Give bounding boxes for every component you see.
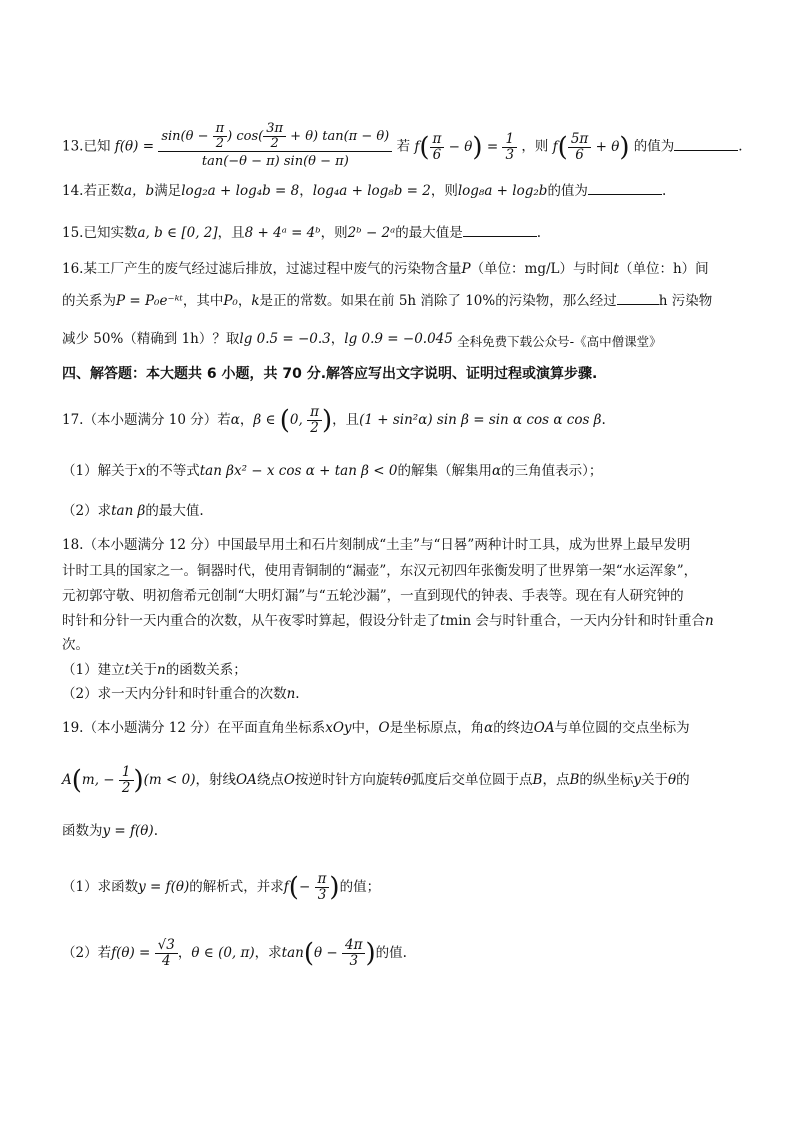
q13-prefix: 13.已知: [62, 138, 111, 155]
q19-OA2: OA: [235, 772, 257, 788]
q15-mid2: ，则: [320, 225, 348, 241]
q19-xoy: xOy: [325, 720, 352, 736]
q14-eq1: log₂a + log₄b = 8: [181, 183, 300, 199]
q17-beta-range: β ∈ (0, $\frac{\pi}{2}$ ): [253, 404, 333, 436]
q14-prefix: 14.若正数: [62, 183, 124, 199]
q16-lg1: lg 0.5 = −0.3: [239, 331, 331, 347]
q19-line1e: 与单位圆的交点坐标为: [554, 720, 690, 736]
q16-formula: P = P₀e⁻ᵏᵗ: [116, 293, 183, 309]
q19-line2c: 按逆时针方向旋转: [294, 772, 403, 788]
q18-p2n: n: [286, 686, 296, 702]
question-19-part-2: [62, 938, 407, 969]
q16-P: P: [461, 261, 471, 277]
q17-p1c: 的解集（解集用: [397, 463, 492, 479]
q18-line4b: min 会与时针重合，一天内分针和时针重合: [445, 613, 706, 629]
q16-line2b: ，其中: [182, 293, 224, 309]
q17-p2a: （2）求: [62, 503, 112, 519]
question-15: [62, 222, 541, 243]
q14-ask: log₈a + log₂b: [457, 183, 548, 199]
question-16-line-1: [62, 259, 709, 279]
q13-ask-expr: f( $\frac{5\pi}{6}$ + θ): [552, 130, 630, 163]
q18-line5: 次。: [62, 637, 89, 653]
q17-eq: (1 + sin²α) sin β = sin α cos α cos β: [359, 412, 602, 428]
q13-f-theta: f(θ) =: [114, 138, 155, 155]
q17-p1b: 的不等式: [145, 463, 200, 479]
q19-p2a: （2）若: [62, 945, 112, 961]
q19-p1func: y = f(θ): [138, 879, 190, 895]
q19-func: y = f(θ): [102, 823, 154, 839]
q19-p2expr: tan(θ − $\frac{4\pi}{3}$ ): [281, 937, 376, 969]
q19-p2b: ，求: [254, 945, 282, 961]
q16-lg2: lg 0.9 = −0.045: [344, 331, 453, 347]
q17-ineq: tan βx² − x cos α + tan β < 0: [199, 463, 398, 479]
q18-p2b: .: [295, 686, 300, 702]
q16-unit: （单位：mg/L）与时间: [470, 261, 614, 277]
q18-line1: 18.（本小题满分 12 分）中国最早用土和石片刻制成“土圭”与“日晷”两种计时工具，成为世界上最早发明: [62, 537, 691, 553]
q19-line2h: 的: [676, 772, 690, 788]
q14-sep: ，: [299, 183, 313, 199]
question-17-part-1: [62, 461, 602, 481]
q18-p2a: （2）求一天内分针和时针重合的次数: [62, 686, 287, 702]
q17-p1alpha: α: [491, 463, 502, 479]
q16-unit2: （单位：h）间: [618, 261, 709, 277]
q15-cond: a, b ∈ [0, 2]: [137, 225, 218, 241]
q15-ask: 2ᵇ − 2ᵃ: [347, 225, 396, 241]
q18-p1n: n: [157, 662, 166, 678]
q16-comma: ，: [330, 331, 345, 347]
question-17: [62, 405, 606, 436]
q16-P0: P₀: [223, 293, 238, 309]
q16-answer-blank: [617, 290, 659, 305]
q17-comma: ，: [239, 412, 254, 428]
q19-OA: OA: [533, 720, 555, 736]
q19-line1a: 19.（本小题满分 12 分）在平面直角坐标系: [62, 720, 326, 736]
q19-line2e: ，点: [542, 772, 570, 788]
q15-tail: 的最大值是: [395, 225, 463, 241]
q19-theta2: θ: [668, 772, 677, 788]
q19-line1d: 的终边: [493, 720, 534, 736]
q13-end: .: [738, 138, 743, 155]
q18-line3: 元初郭守敬、明初詹希元创制“大明灯漏”与“五轮沙漏”，一直到现代的钟表、手表等。现在有人研究钟的: [62, 588, 684, 604]
q14-tail: 的值为: [547, 183, 588, 199]
q19-y: y: [633, 772, 642, 788]
q18-p1a: （1）建立: [62, 662, 125, 678]
question-13: [62, 122, 743, 172]
question-18-line-2: [62, 561, 697, 581]
q18-line4n: n: [705, 613, 714, 629]
question-19-line-3: [62, 821, 158, 841]
question-16-line-2: [62, 290, 712, 311]
section-4-heading: [62, 364, 597, 384]
q14-mid: 满足: [154, 183, 182, 199]
q17-x: x: [138, 463, 146, 479]
q17-alpha: α: [230, 412, 240, 428]
q14-mid2: ，则: [430, 183, 458, 199]
q17-p1a: （1）解关于: [62, 463, 139, 479]
q16-line3a: 减少 50%（精确到 1h）？取: [62, 331, 240, 347]
q16-k: k: [251, 293, 260, 309]
q18-line2: 计时工具的国家之一。铜器时代，使用青铜制的“漏壶”，东汉元初四年张衡发明了世界第一架“水运浑象”，: [62, 563, 698, 579]
q19-alpha: α: [484, 720, 494, 736]
q18-line4t: t: [440, 613, 446, 629]
q19-p1c: 的值；: [339, 879, 381, 895]
q19-B: B: [532, 772, 543, 788]
q17-mid: ，且: [332, 412, 360, 428]
q14-eq2: log₄a + log₈b = 2: [312, 183, 431, 199]
q18-line4a: 时针和分针一天内重合的次数，从午夜零时算起，假设分针走了: [62, 613, 440, 629]
q19-line3a: 函数为: [62, 823, 103, 839]
q18-p1c: 的函数关系；: [165, 662, 247, 678]
q17-end: .: [601, 412, 606, 428]
q19-line2a: ，射线: [195, 772, 236, 788]
q19-line1c: 是坐标原点，角: [389, 720, 485, 736]
question-18-line-1: [62, 535, 690, 555]
q18-p1t: t: [124, 662, 131, 678]
q19-p1expr: f(− $\frac{\pi}{3}$ ): [283, 871, 340, 903]
question-16-line-3: [62, 329, 662, 349]
q17-p1d: 的三角值表示）；: [501, 463, 603, 479]
q19-theta: θ: [402, 772, 412, 788]
q19-p2cond: f(θ) = $\frac{√3}{4}$: [111, 945, 178, 961]
q13-cond-expr: f( $\frac{\pi}{6}$ − θ) = $\frac{1}{3}$: [414, 139, 517, 155]
watermark-text: 全科免费下载公众号-《高中僧课堂》: [457, 334, 662, 349]
q16-line2c: ，: [237, 293, 252, 309]
q17-p2b: 的最大值.: [145, 503, 204, 519]
q15-eq: 8 + 4ᵃ = 4ᵇ: [244, 225, 321, 241]
q13-fraction: sin(θ − $\frac{\pi}{2}$ ) cos( $\frac{3\pi}{2}$ + θ) tan(π − θ) tan(−θ − π) sin(θ − π): [158, 122, 392, 172]
q19-line2b: 绕点: [256, 772, 284, 788]
q19-p2c: 的值.: [375, 945, 407, 961]
q19-line2d: 弧度后交单位圆于点: [411, 772, 533, 788]
q19-line2f: 的纵坐标: [579, 772, 634, 788]
question-18-line-4: [62, 611, 714, 631]
q18-p1b: 关于: [130, 662, 158, 678]
q19-O2: O: [283, 772, 295, 788]
question-18-line-5: [62, 635, 89, 655]
q13-answer-blank: [674, 136, 738, 151]
q15-prefix: 15.已知实数: [62, 225, 138, 241]
question-18-line-3: [62, 586, 684, 606]
q16-t: t: [613, 261, 619, 277]
question-18-part-2: [62, 684, 300, 704]
question-19-line-1: [62, 718, 690, 738]
q13-ask-text: ，则: [521, 138, 549, 155]
q13-cond-text: 若: [396, 138, 411, 155]
q19-p1b: 的解析式，并求: [189, 879, 284, 895]
q19-O: O: [378, 720, 390, 736]
q15-answer-blank: [463, 222, 537, 237]
q16-line2e: h 污染物: [658, 293, 713, 309]
q14-end: .: [661, 183, 667, 199]
q13-tail: 的值为: [633, 138, 675, 155]
q19-line2g: 关于: [641, 772, 669, 788]
q19-B2: B: [569, 772, 580, 788]
q14-vars: a，b: [123, 183, 155, 199]
q15-mid: ，且: [217, 225, 245, 241]
question-17-part-2: [62, 501, 204, 521]
q19-p1a: （1）求函数: [62, 879, 139, 895]
q19-line1b: 中，: [351, 720, 379, 736]
section-4-title: 四、解答题：本大题共 6 小题，共 70 分.解答应写出文字说明、证明过程或演算步骤.: [62, 366, 598, 382]
q17-prefix: 17.（本小题满分 10 分）若: [62, 412, 231, 428]
question-19-line-2: [62, 765, 690, 796]
q16-line2d: 是正的常数。如果在前 5h 消除了 10%的污染物，那么经过: [259, 293, 617, 309]
q19-line3b: .: [153, 823, 158, 839]
q15-end: .: [536, 225, 542, 241]
q19-p2comma: ，: [177, 945, 192, 961]
question-19-part-1: [62, 872, 380, 903]
q19-A-expr: A(m, − $\frac{1}{2}$ )(m < 0): [62, 764, 196, 796]
question-14: [62, 180, 666, 201]
q17-p2expr: tan β: [111, 503, 146, 519]
q14-answer-blank: [588, 180, 662, 195]
q16-line2a: 的关系为: [62, 293, 116, 309]
question-18-part-1: [62, 660, 247, 680]
q16-line1: 16.某工厂产生的废气经过滤后排放，过滤过程中废气的污染物含量: [62, 261, 462, 277]
q19-p2range: θ ∈ (0, π): [191, 945, 255, 961]
